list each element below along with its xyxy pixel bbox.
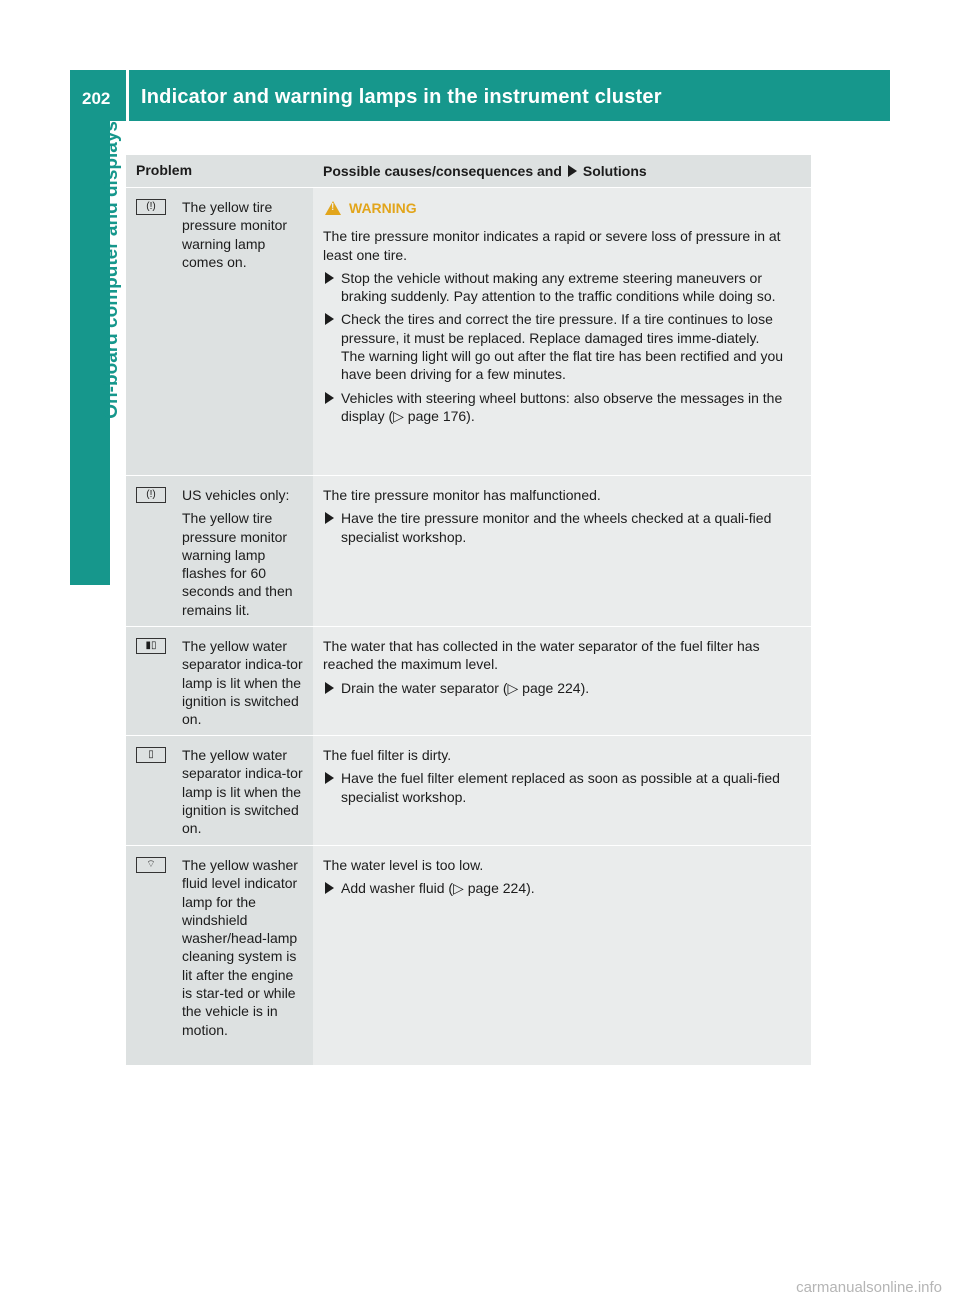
solution-step-main: Check the tires and correct the tire pressure. If a tire continues to lose pressure, it must be replaced. Replace damaged tires imme-diately. — [341, 311, 773, 346]
arrow-icon — [325, 512, 334, 524]
fuel-filter-icon: ▯ — [136, 747, 166, 763]
solution-step — [323, 679, 803, 697]
problem-cell — [126, 736, 313, 845]
cause-text: The water that has collected in the water separator of the fuel filter has reached the maximum level. — [323, 638, 760, 673]
washer-fluid-icon: ⌔ — [136, 857, 166, 873]
arrow-icon — [325, 272, 334, 284]
solutions-header-suffix: Solutions — [582, 163, 647, 179]
table-row — [126, 845, 811, 1065]
problem-text — [182, 856, 307, 1065]
solution-step-text: Have the fuel filter element replaced as soon as possible at a quali-fied specialist workshop. — [341, 770, 780, 805]
problem-cell — [126, 846, 313, 1065]
solution-step — [323, 769, 803, 806]
watermark: carmanualsonline.info — [796, 1279, 942, 1296]
problem-line: The yellow water separator indica-tor lamp is lit when the ignition is switched on. — [182, 747, 303, 837]
solutions-column-header — [313, 155, 811, 187]
problem-line: US vehicles only: — [182, 487, 290, 503]
solution-step-note: The warning light will go out after the flat tire has been rectified and you have been driving for a few minutes. — [341, 348, 784, 383]
solution-step — [323, 879, 803, 897]
warning-heading — [325, 199, 803, 217]
header-divider — [126, 70, 129, 121]
problem-line: The yellow tire pressure monitor warning lamp comes on. — [182, 199, 288, 270]
arrow-icon — [325, 682, 334, 694]
warning-triangle-icon — [325, 201, 341, 215]
page-title: Indicator and warning lamps in the instrument cluster — [141, 86, 662, 108]
solution-cell — [313, 846, 811, 1065]
solution-step — [323, 269, 803, 306]
solution-step-text: Have the tire pressure monitor and the wheels checked at a quali-fied specialist workshop. — [341, 510, 772, 545]
solution-step-text: Add washer fluid (▷ page 224). — [341, 880, 535, 897]
problem-line: The yellow water separator indica-tor lamp is lit when the ignition is switched on. — [182, 638, 303, 728]
problem-line: The yellow washer fluid level indicator lamp for the windshield washer/head-lamp cleaning system is lit after the engine is star-ted or while the vehicle is in motion. — [182, 857, 298, 1038]
table-row — [126, 735, 811, 845]
solution-step — [323, 389, 803, 426]
cause-text: The tire pressure monitor indicates a rapid or severe loss of pressure in at least one tire. — [323, 228, 781, 263]
tire-pressure-icon: (!) — [136, 199, 166, 215]
tire-pressure-icon: (!) — [136, 487, 166, 503]
water-separator-icon: ▮▯ — [136, 638, 166, 654]
solution-step-text: Vehicles with steering wheel buttons: also observe the messages in the display (▷ page 176). — [341, 389, 783, 424]
arrow-icon — [325, 772, 334, 784]
warning-label: WARNING — [349, 200, 417, 216]
table-row — [126, 475, 811, 626]
cause-text: The tire pressure monitor has malfunctioned. — [323, 487, 601, 503]
arrow-icon — [325, 882, 334, 894]
table-row — [126, 626, 811, 735]
arrow-icon — [568, 165, 577, 177]
problem-text — [182, 486, 307, 626]
page-number: 202 — [82, 89, 111, 108]
cause-text: The fuel filter is dirty. — [323, 747, 452, 763]
cause-text: The water level is too low. — [323, 857, 484, 873]
problem-cell — [126, 627, 313, 735]
solution-step — [323, 509, 803, 546]
solution-cell — [313, 736, 811, 845]
table-row — [126, 187, 811, 475]
arrow-icon — [325, 313, 334, 325]
problem-line: The yellow tire pressure monitor warning lamp flashes for 60 seconds and then remains lit. — [182, 510, 293, 618]
section-tab-label: On-board computer and displays — [101, 121, 122, 419]
table-header — [126, 155, 811, 187]
solution-cell — [313, 188, 811, 475]
problem-cell — [126, 188, 313, 475]
solution-cell — [313, 627, 811, 735]
page-header — [70, 70, 890, 121]
solution-step-text — [341, 310, 803, 383]
solution-step-text: Stop the vehicle without making any extreme steering maneuvers or braking suddenly. Pay attention to the traffic conditions while doing so. — [341, 269, 776, 305]
problem-text — [182, 198, 307, 475]
indicator-table — [126, 155, 811, 1065]
problem-text — [182, 746, 307, 845]
solutions-header-prefix: Possible causes/consequences and — [323, 163, 562, 179]
solution-cell — [313, 476, 811, 626]
problem-column-header: Problem — [136, 162, 193, 178]
arrow-icon — [325, 392, 334, 404]
problem-text — [182, 637, 307, 735]
problem-cell — [126, 476, 313, 626]
solution-step-text: Drain the water separator (▷ page 224). — [341, 679, 590, 696]
solution-step — [323, 310, 803, 383]
